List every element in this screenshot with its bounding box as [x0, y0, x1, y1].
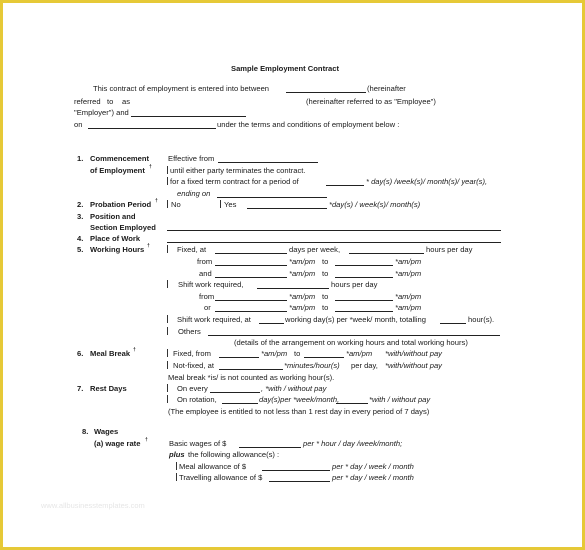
s4-num: 4.	[77, 234, 84, 243]
s6-num: 6.	[77, 349, 84, 358]
s8-per-allow-1: per * day / week / month	[332, 462, 414, 471]
s6-per-day: per day,	[351, 361, 378, 370]
intro-to: to	[107, 97, 114, 106]
s5-hours-per-day: hours per day	[426, 245, 473, 254]
s1-checkbox-until[interactable]	[167, 166, 168, 174]
s5-to-4: to	[322, 303, 329, 312]
s5-label: Working Hours	[90, 245, 145, 254]
s5-ampm-8: *am/pm	[395, 303, 422, 312]
s5-ampm-6: *am/pm	[395, 292, 422, 301]
s1-label1: Commencement	[90, 154, 150, 163]
s5-details: (details of the arrangement on working hours and total working hours)	[234, 338, 468, 347]
s5-from-2: from	[199, 292, 215, 301]
s7-on-rotation: On rotation,	[177, 395, 217, 404]
s8-num: 8.	[82, 427, 89, 436]
s5-num: 5.	[77, 245, 84, 254]
intro-employer-ref: "Employer") and	[74, 108, 129, 117]
s8-label: Wages	[94, 427, 119, 436]
s7-label: Rest Days	[90, 384, 127, 393]
days-per-week-line[interactable]	[215, 253, 287, 254]
basic-wage-line[interactable]	[239, 447, 301, 448]
meal-allowance-line[interactable]	[262, 470, 330, 471]
s7-checkbox-every[interactable]	[167, 384, 168, 392]
s5-from-time-line-4[interactable]	[215, 311, 287, 312]
s5-checkbox-shift-at[interactable]	[167, 315, 168, 323]
s6-fixed-from: Fixed, from	[173, 349, 211, 358]
s6-with-pay-1: *with/without pay	[385, 349, 442, 358]
s5-to-3: to	[322, 292, 329, 301]
s2-units: *day(s) / week(s)/ month(s)	[329, 200, 421, 209]
s4-label: Place of Work	[90, 234, 141, 243]
s3-num: 3.	[77, 212, 84, 221]
s2-checkbox-yes[interactable]	[220, 200, 221, 208]
place-of-work-line[interactable]	[167, 242, 501, 243]
s5-to-2: to	[322, 269, 329, 278]
s2-sup: †	[155, 198, 158, 204]
s6-not-fixed: Not-fixed, at	[173, 361, 214, 370]
s6-ampm-1: *am/pm	[261, 349, 288, 358]
s7-num: 7.	[77, 384, 84, 393]
s5-to-time-line-4[interactable]	[335, 311, 393, 312]
s1-label2: of Employment	[90, 166, 145, 175]
ending-date-line[interactable]	[217, 197, 327, 198]
meal-to-line[interactable]	[304, 357, 344, 358]
document-title: Sample Employment Contract	[231, 64, 340, 73]
s5-shift-req: Shift work required,	[178, 280, 244, 289]
s5-ampm-5: *am/pm	[289, 292, 316, 301]
s8-checkbox-travel[interactable]	[176, 473, 177, 481]
s8-sup: †	[145, 437, 148, 443]
rotation-days-line[interactable]	[222, 403, 258, 404]
s8-checkbox-meal[interactable]	[176, 462, 177, 470]
intro-on: on	[74, 120, 83, 129]
s5-fixed-at: Fixed, at	[177, 245, 207, 254]
s8-meal: Meal allowance of $	[179, 462, 247, 471]
s5-ampm-3: *am/pm	[289, 269, 316, 278]
s5-from-time-line-3[interactable]	[215, 300, 287, 301]
s5-ampm-2: *am/pm	[395, 257, 422, 266]
s7-checkbox-rotation[interactable]	[167, 395, 168, 403]
s5-from-time-line-1[interactable]	[215, 265, 287, 266]
s2-yes: Yes	[224, 200, 237, 209]
s8-plus: plus	[169, 450, 185, 459]
probation-length-line[interactable]	[247, 208, 327, 209]
s8-per-allow-2: per * day / week / month	[332, 473, 414, 482]
meal-duration-line[interactable]	[219, 369, 283, 370]
s1-units: * day(s) /week(s)/ month(s)/ year(s),	[366, 177, 488, 186]
intro-hereinafter: (hereinafter	[367, 84, 406, 93]
s2-label: Probation Period	[90, 200, 152, 209]
s5-to-time-line-3[interactable]	[335, 300, 393, 301]
others-line[interactable]	[208, 335, 500, 336]
s6-label: Meal Break	[90, 349, 131, 358]
s1-num: 1.	[77, 154, 84, 163]
effective-date-line[interactable]	[218, 162, 318, 163]
contract-date-line[interactable]	[88, 128, 216, 129]
s1-effective: Effective from	[168, 154, 215, 163]
s3-label2: Section Employed	[90, 223, 156, 232]
intro-as: as	[122, 97, 131, 106]
s5-days-per-week: days per week,	[289, 245, 341, 254]
meal-from-line[interactable]	[219, 357, 259, 358]
s5-checkbox-fixed[interactable]	[167, 245, 168, 253]
s5-to-time-line-1[interactable]	[335, 265, 393, 266]
s5-others: Others	[178, 327, 201, 336]
s5-shift-at: Shift work required, at	[177, 315, 251, 324]
fixed-term-period-line[interactable]	[326, 185, 364, 186]
s7-with-pay: , *with / without pay	[261, 384, 327, 393]
working-days-line[interactable]	[259, 323, 284, 324]
s6-checkbox-fixed[interactable]	[167, 349, 168, 357]
s8-sub: (a) wage rate	[94, 439, 141, 448]
s1-sup: †	[149, 164, 152, 170]
shift-hours-line[interactable]	[257, 288, 329, 289]
s1-ending: ending on	[177, 189, 211, 198]
s5-to-1: to	[322, 257, 329, 266]
s5-checkbox-others[interactable]	[167, 327, 168, 335]
s7-rotation-units: day(s)per *week/month,	[259, 395, 340, 404]
s5-ampm-1: *am/pm	[289, 257, 316, 266]
rotation-period-line[interactable]	[336, 403, 368, 404]
s6-with-pay-2: *with/without pay	[385, 361, 442, 370]
s5-to-time-line-2[interactable]	[335, 277, 393, 278]
s5-checkbox-shift[interactable]	[167, 280, 168, 288]
s5-or: or	[204, 303, 211, 312]
employer-name-line[interactable]	[286, 92, 366, 93]
s7-on-every: On every	[177, 384, 208, 393]
travel-allowance-line[interactable]	[269, 481, 330, 482]
intro-employee-ref: (hereinafter referred to as "Employee")	[306, 97, 436, 106]
s7-rotation-pay: *with / without pay	[369, 395, 431, 404]
s8-basic: Basic wages of $	[169, 439, 227, 448]
s5-sup: †	[147, 243, 150, 249]
s5-from-1: from	[197, 257, 213, 266]
rest-day-line[interactable]	[210, 392, 260, 393]
s6-meal-break-note: Meal break *is/ is not counted as working hour(s).	[168, 373, 335, 382]
s8-per-basic: per * hour / day /week/month;	[303, 439, 403, 448]
hours-per-day-line[interactable]	[349, 253, 424, 254]
s5-shift-hours: hours per day	[331, 280, 378, 289]
s8-following: the following allowance(s) :	[188, 450, 280, 459]
s6-sup: †	[133, 347, 136, 353]
total-hours-line[interactable]	[440, 323, 466, 324]
s7-entitled: (The employee is entitled to not less than 1 rest day in every period of 7 days)	[168, 407, 430, 416]
intro-referred: referred	[74, 97, 101, 106]
s6-ampm-2: *am/pm	[346, 349, 373, 358]
s5-from-time-line-2[interactable]	[215, 277, 287, 278]
s8-travel: Travelling allowance of $	[179, 473, 263, 482]
s1-fixed: for a fixed term contract for a period of	[170, 177, 299, 186]
s5-and: and	[199, 269, 212, 278]
s3-label1: Position and	[90, 212, 136, 221]
s1-until: until either party terminates the contract.	[170, 166, 306, 175]
s5-hours-suffix: hour(s).	[468, 315, 495, 324]
employee-name-line[interactable]	[131, 116, 246, 117]
intro-line1: This contract of employment is entered into between	[93, 84, 270, 93]
s6-min-hours: *minutes/hour(s)	[284, 361, 340, 370]
s1-checkbox-fixed[interactable]	[167, 177, 168, 185]
s2-no: No	[171, 200, 181, 209]
s5-ampm-7: *am/pm	[289, 303, 316, 312]
s2-num: 2.	[77, 200, 84, 209]
s2-checkbox-no[interactable]	[167, 200, 168, 208]
intro-under: under the terms and conditions of employment below :	[217, 120, 400, 129]
s5-working-days: working day(s) per *week/ month, totalling	[285, 315, 426, 324]
s6-to: to	[294, 349, 301, 358]
s5-ampm-4: *am/pm	[395, 269, 422, 278]
watermark: www.allbusinesstemplates.com	[41, 501, 145, 510]
s6-checkbox-not-fixed[interactable]	[167, 361, 168, 369]
position-line[interactable]	[167, 230, 501, 231]
